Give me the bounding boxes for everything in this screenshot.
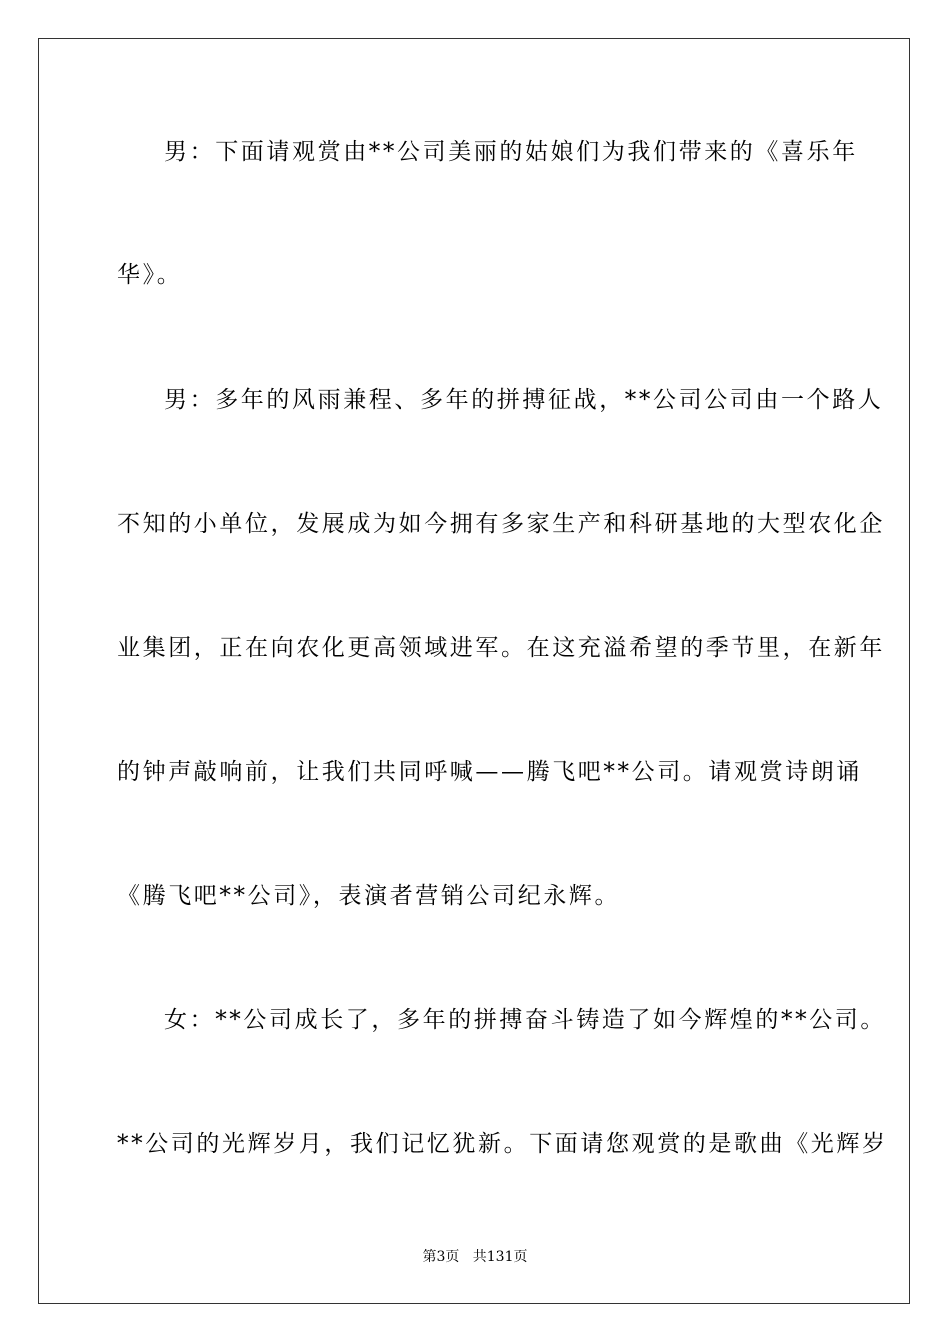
paragraph-line: 男：下面请观赏由**公司美丽的姑娘们为我们带来的《喜乐年: [164, 139, 858, 165]
page-footer: [0, 1248, 950, 1266]
page-total: 共131页: [472, 1249, 528, 1265]
paragraph-line: 不知的小单位，发展成为如今拥有多家生产和科研基地的大型农化企: [117, 511, 885, 537]
paragraph-line: 女：**公司成长了，多年的拼搏奋斗铸造了如今辉煌的**公司。: [164, 1007, 886, 1033]
paragraph-line: 的钟声敲响前，让我们共同呼喊——腾飞吧**公司。请观赏诗朗诵: [117, 759, 862, 785]
page-number: 第3页: [422, 1249, 460, 1265]
paragraph-line: 男：多年的风雨兼程、多年的拼搏征战，**公司公司由一个路人: [164, 387, 884, 413]
page-border: [38, 38, 910, 1304]
paragraph-line: 业集团，正在向农化更高领域进军。在这充溢希望的季节里，在新年: [117, 635, 885, 661]
paragraph-line: **公司的光辉岁月，我们记忆犹新。下面请您观赏的是歌曲《光辉岁: [117, 1131, 888, 1157]
paragraph-line: 《腾飞吧**公司》，表演者营销公司纪永辉。: [117, 883, 621, 909]
paragraph-line: 华》。: [117, 262, 183, 288]
